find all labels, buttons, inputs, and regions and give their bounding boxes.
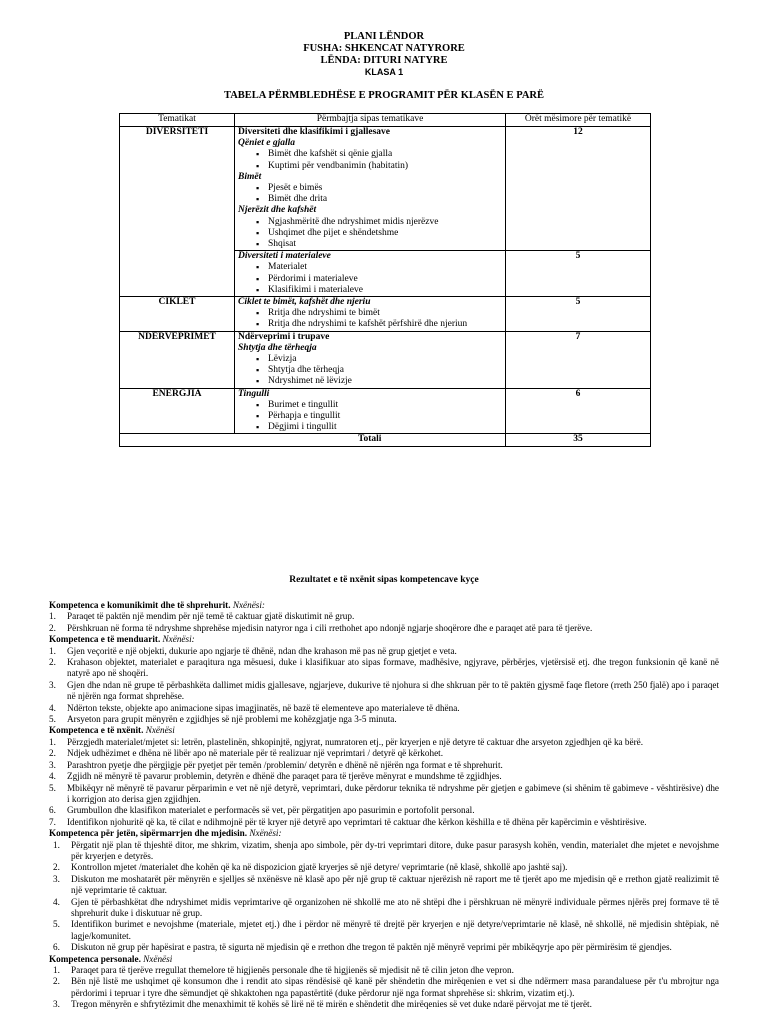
list-item <box>49 714 719 725</box>
competence-list <box>49 840 719 954</box>
item-text: Tregon mënyrën e shfrytëzimit dhe menaxhimit të kohës së lirë në të mirën e shëndetit dhe mirëqenies së vet duke ndarë përvojat me të tjerët. <box>71 999 592 1010</box>
list-item <box>49 680 719 703</box>
hours-cell: 5 <box>506 251 651 297</box>
list-item: ▪ Përdorimi i materialeve <box>256 274 502 285</box>
content-cell <box>235 251 506 297</box>
list-item <box>49 805 719 816</box>
competence-subject: Nxënësi: <box>162 634 195 645</box>
field-title: FUSHA: SHKENCAT NATYRORE <box>303 43 465 54</box>
bullet-list <box>238 262 502 296</box>
item-number: 5. <box>53 919 60 930</box>
bullet-list <box>238 149 502 171</box>
list-item <box>49 942 719 953</box>
total-spacer <box>120 434 235 447</box>
list-item: ▪ Shtytja dhe tërheqja <box>256 365 502 376</box>
section-title: Shtytja dhe tërheqja <box>238 342 317 353</box>
total-row <box>120 434 651 447</box>
list-item <box>49 748 719 759</box>
item-number: 3. <box>53 999 60 1010</box>
competence-title: Kompetenca e të nxënit. <box>49 725 144 736</box>
list-item: ▪ Pjesët e bimës <box>256 183 502 194</box>
total-value: 35 <box>506 434 651 447</box>
col-content-header: Përmbajtja sipas tematikave <box>235 114 506 127</box>
list-item <box>49 874 719 897</box>
competence-list <box>49 646 719 726</box>
item-number: 5. <box>49 782 56 793</box>
list-item <box>49 976 719 999</box>
competence-title: Kompetenca e komunikimit dhe të shprehurit. <box>49 600 231 610</box>
bullet-list <box>238 354 502 388</box>
item-text: Paraqet të paktën një mendim për një temë të caktuar gjatë diskutimit në grup. <box>67 611 355 622</box>
list-item: ▪ Përhapja e tingullit <box>256 411 502 422</box>
item-number: 6. <box>49 805 56 816</box>
table-row <box>120 331 651 388</box>
list-item <box>49 703 719 714</box>
item-number: 3. <box>49 759 56 770</box>
list-item <box>49 623 719 634</box>
list-item <box>49 999 719 1010</box>
item-number: 3. <box>53 873 60 884</box>
item-number: 1. <box>53 965 60 975</box>
plan-title: PLANI LËNDOR <box>343 31 425 42</box>
hours-cell: 12 <box>506 127 651 251</box>
list-item <box>49 897 719 920</box>
section-title: Diversiteti dhe klasifikimi i gjallesave <box>238 127 390 137</box>
list-item: ▪ Ngjashmëritë dhe ndryshimet midis njerëzve <box>256 217 502 228</box>
list-item <box>49 919 719 942</box>
section-title: Njerëzit dhe kafshët <box>238 205 317 216</box>
item-text: Gjen dhe ndan në grupe të përbashkëta dallimet midis gjallesave, ngjarjeve, dukurive të njohura si dhe shkruan për to të paktën gjysmë faqe fletore (rreth 250 fjalë) apo i paraqet në njërën nga format shprehëse. <box>67 679 719 702</box>
section-title: Qëniet e gjalla <box>238 138 295 149</box>
theme-cell: CIKLET <box>120 297 235 332</box>
item-text: Gjen veçoritë e një objekti, dukurie apo ngjarje të dhënë, ndan dhe krahason më pas në grup gjetjet e veta. <box>67 645 457 656</box>
item-number: 2. <box>49 622 56 633</box>
program-table <box>119 113 651 447</box>
list-item <box>49 771 719 782</box>
list-item: ▪ Materialet <box>256 262 502 273</box>
item-text: Bën një listë me ushqimet që konsumon dhe i rendit ato sipas rëndësisë që kanë për shëndetin dhe mirëqenien e vet si dhe ndërmerr masa parandaluese për t'u mbrojtur nga përdorimi i tepruar i tyre dhe sëmundjet që shkaktohen nga papastërtitë (duke përdorur një nga format shprehëse si: shkrim, vizatim etj.). <box>71 976 719 998</box>
item-text: Diskuton me moshatarët për mënyrën e sjelljes së nxënësve në klasë apo për një grup të caktuar njerëzish në raport me të tjerët apo me mjedisin që e rrethon gjatë realizimit të një veprimtarie të caktuar. <box>71 873 719 896</box>
competence-subject: Nxënësi <box>143 953 173 964</box>
table-row <box>120 297 651 332</box>
item-number: 2. <box>49 657 56 668</box>
item-number: 4. <box>53 896 60 907</box>
item-text: Krahason objektet, materialet e paraqitura nga mësuesi, duke i klasifikuar ato sipas formave, madhësive, ngjyrave, përbërjes, vjetërsisë etj. dhe tregon funksionin që kanë në natyrë apo në shoqëri. <box>67 657 719 679</box>
hours-cell: 5 <box>506 297 651 332</box>
content-cell <box>235 297 506 332</box>
item-number: 3. <box>49 679 56 690</box>
item-text: Ndjek udhëzimet e dhëna në libër apo në materiale për të realizuar një veprimtari / detyrë që kërkohet. <box>67 748 444 759</box>
list-item: ▪ Lëvizja <box>256 354 502 365</box>
item-text: Grumbullon dhe klasifikon materialet e performacës së vet, për përgatitjen apo pasurimin e portofolit personal. <box>67 805 475 816</box>
theme-cell: DIVERSITETI <box>120 127 235 297</box>
list-item: ▪ Dëgjimi i tingullit <box>256 422 502 433</box>
section-title: Bimët <box>238 171 262 182</box>
table-header-row <box>120 114 651 127</box>
section-title: Ciklet te bimët, kafshët dhe njeriu <box>238 297 371 308</box>
competence-title: Kompetenca për jetën, sipërmarrjen dhe mjedisin. <box>49 828 248 839</box>
item-number: 6. <box>53 942 60 953</box>
list-item: ▪ Burimet e tingullit <box>256 400 502 411</box>
list-item <box>49 862 719 873</box>
competence-heading <box>49 725 719 736</box>
item-number: 5. <box>49 714 56 725</box>
competence-heading <box>49 828 719 839</box>
item-number: 2. <box>53 976 60 987</box>
list-item: ▪ Ushqimet dhe pijet e shëndetshme <box>256 228 502 239</box>
table-row <box>120 127 651 251</box>
item-text: Parashtron pyetje dhe përgjigje për pyetjet për temën /problemin/ detyrën e dhënë në njërën nga format e të shprehurit. <box>67 759 503 770</box>
item-number: 4. <box>49 702 56 713</box>
item-text: Arsyeton para grupit mënyrën e zgjidhjes së një problemi me kohëzgjatje nga 3-5 minuta. <box>67 714 397 725</box>
item-number: 4. <box>49 771 56 782</box>
item-number: 2. <box>53 862 60 873</box>
theme-cell: NDËRVEPRIMET <box>120 331 235 388</box>
bullet-list <box>238 183 502 205</box>
competence-heading <box>49 600 719 611</box>
list-item <box>49 611 719 622</box>
bullet-list <box>238 308 502 330</box>
item-number: 1. <box>49 611 56 622</box>
col-theme-header: Tematikat <box>120 114 235 127</box>
content-cell <box>235 127 506 251</box>
section-title: Tingulli <box>238 388 270 399</box>
hours-cell: 7 <box>506 331 651 388</box>
item-text: Identifikon njohuritë që ka, të cilat e ndihmojnë për të kryer një detyrë apo veprimtari të caktuar dhe kërkon këshilla e të dhëna për kapërcimin e vështirësive. <box>67 816 647 827</box>
class-title: KLASA 1 <box>364 67 404 77</box>
list-item <box>49 783 719 806</box>
item-text: Përzgjedh materialet/mjetet si: letrën, plastelinën, shkopinjtë, ngjyrat, numratoren etj., për kryerjen e një detyre të caktuar dhe arsyeton zgjedhjen që ka bërë. <box>67 736 644 747</box>
list-item <box>49 737 719 748</box>
item-text: Identifikon burimet e nevojshme (materiale, mjetet etj.) dhe i përdor në mënyrë të drejtë për kryerjen e një detyre/veprimtarie në klasë, në shkollë, në mjedisin shtëpiak, në lagje/komunitet. <box>71 919 719 941</box>
total-label: Totali <box>235 434 506 447</box>
list-item: ▪ Shqisat <box>256 239 502 250</box>
list-item: ▪ Bimët dhe kafshët si qënie gjalla <box>256 149 502 160</box>
competence-heading <box>49 634 719 645</box>
bullet-list <box>238 217 502 251</box>
competences-section <box>49 600 719 1011</box>
competence-subject: Nxënësi: <box>249 828 282 839</box>
content-cell <box>235 331 506 388</box>
list-item <box>49 965 719 976</box>
table-title: TABELA PËRMBLEDHËSE E PROGRAMIT PËR KLASËN E PARË <box>223 90 544 101</box>
competence-subject: Nxënësi <box>145 725 175 736</box>
list-item: ▪ Rritja dhe ndryshimi te kafshët përfshirë dhe njeriun <box>256 319 502 330</box>
competence-list <box>49 737 719 828</box>
table-row <box>120 388 651 434</box>
item-text: Përgatit një plan të thjeshtë ditor, me shkrim, vizatim, shenja apo simbole, për dy-tri veprimtari ditore, duke pasur parasysh kohën, vendin, materialet dhe mjetet e nevojshme për kryerjen e detyrës. <box>71 839 719 861</box>
subject-title: LËNDA: DITURI NATYRE <box>320 55 448 66</box>
item-text: Kontrollon mjetet /materialet dhe kohën që ka në dispozicion gjatë kryerjes së një detyre/ veprimtarie (në klasë, shkollë apo jashtë saj). <box>71 862 568 873</box>
list-item <box>49 646 719 657</box>
section-title: Diversiteti i materialeve <box>238 251 331 262</box>
competence-list <box>49 611 719 634</box>
list-item: ▪ Ndryshimet në lëvizje <box>256 376 502 387</box>
list-item <box>49 840 719 863</box>
list-item: ▪ Klasifikimi i materialeve <box>256 285 502 296</box>
section-title: Ndërveprimi i trupave <box>238 331 330 342</box>
list-item <box>49 657 719 680</box>
results-title: Rezultatet e të nxënit sipas kompetencave kyçe <box>289 575 479 585</box>
competence-title: Kompetenca e të menduarit. <box>49 634 161 645</box>
col-hours-header: Orët mësimore për tematikë <box>506 114 651 127</box>
item-number: 2. <box>49 748 56 759</box>
list-item: ▪ Rritja dhe ndryshimi te bimët <box>256 308 502 319</box>
item-number: 1. <box>49 736 56 747</box>
list-item: ▪ Bimët dhe drita <box>256 194 502 205</box>
item-number: 1. <box>49 645 56 656</box>
competence-list <box>49 965 719 1011</box>
theme-cell: ENERGJIA <box>120 388 235 434</box>
competence-title: Kompetenca personale. <box>49 953 141 964</box>
item-text: Mbikëqyr në mënyrë të pavarur përparimin e vet në një detyrë, veprimtari, duke përdorur teknika të ndryshme për gjetjen e gabimeve (si shënim të gabimeve - vështirësive) dhe i korrigjon ato derisa gjen zgjidhjen. <box>67 782 719 804</box>
item-text: Përshkruan në forma të ndryshme shprehëse mjedisin natyror nga i cili rrethohet apo ndonjë ngjarje shoqërore dhe e paraqet atë para të tjerëve. <box>67 622 593 633</box>
competence-heading <box>49 954 719 965</box>
item-text: Ndërton tekste, objekte apo animacione sipas imagjinatës, në bazë të elementeve apo materialeve të dhëna. <box>67 702 460 713</box>
item-text: Gjen të përbashkëtat dhe ndryshimet midis veprimtarive që organizohen në shkollë me ato në shtëpi dhe i përshkruan në mënyrë individuale përmes njërës prej formave të të shprehurit duke i diskutuar në grup. <box>71 896 719 918</box>
competence-subject: Nxënësi: <box>232 600 265 610</box>
bullet-list <box>238 400 502 434</box>
item-text: Zgjidh në mënyrë të pavarur problemin, detyrën e dhënë dhe paraqet para të tjerëve mënyrat e mundshme të zgjidhjes. <box>67 771 502 782</box>
content-cell <box>235 388 506 434</box>
hours-cell: 6 <box>506 388 651 434</box>
item-number: 7. <box>49 816 56 827</box>
item-text: Paraqet para të tjerëve rregullat themelore të higjienës personale dhe të higjienës së mjedisit në të cilin jeton dhe vepron. <box>71 965 514 975</box>
item-number: 1. <box>53 839 60 850</box>
list-item <box>49 817 719 828</box>
item-text: Diskuton në grup për hapësirat e pastra, të sigurta në mjedisin që e rrethon dhe tregon të paktën një mënyrë veprimi për mbikëqyrje apo për përmirësim të gjendjes. <box>71 942 672 953</box>
list-item: ▪ Kuptimi për vendbanimin (habitatin) <box>256 161 502 172</box>
list-item <box>49 760 719 771</box>
